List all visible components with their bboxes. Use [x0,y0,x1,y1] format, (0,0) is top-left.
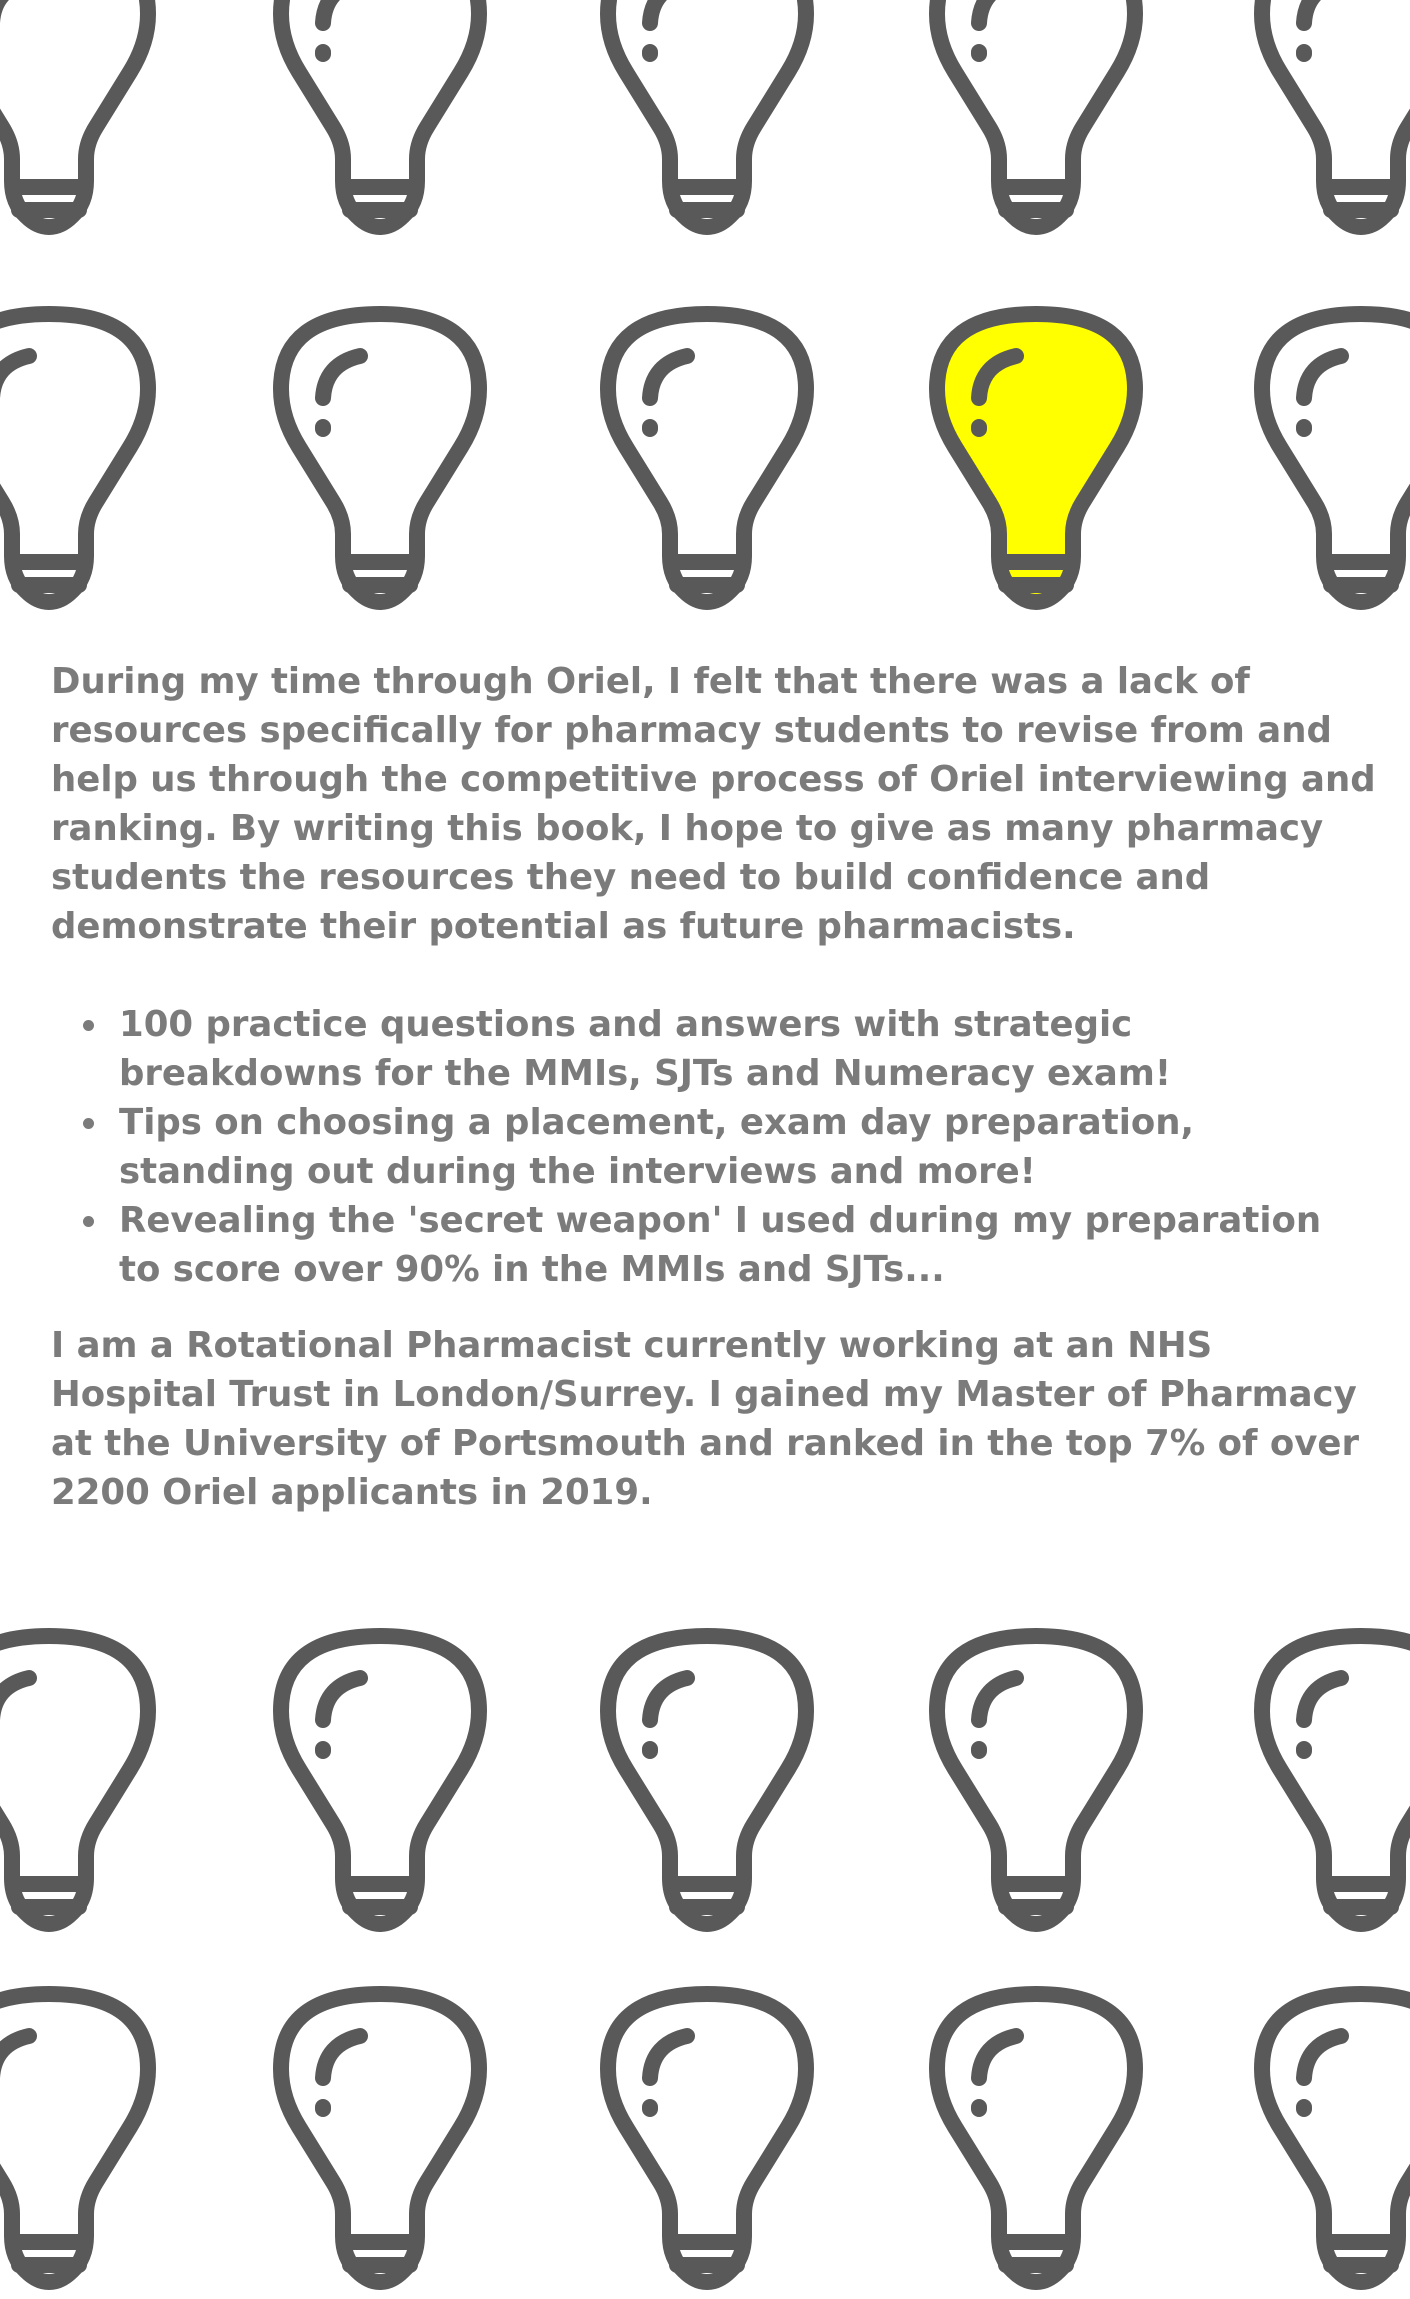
lightbulb-icon [1254,306,1410,619]
lightbulb-icon [929,1986,1142,2299]
lightbulb-icon [1254,1986,1410,2299]
list-item-text: Tips on choosing a placement, exam day preparation, standing out during the interviews and more! [119,1102,1195,1192]
lightbulb-lit-icon [929,306,1142,619]
lightbulb-icon [0,1986,155,2299]
list-item-text: 100 practice questions and answers with strategic breakdowns for the MMIs, SJTs and Numeracy exam! [119,1004,1172,1094]
list-item-text: Revealing the 'secret weapon' I used during my preparation to score over 90% in the MMIs and SJTs... [119,1200,1322,1290]
lightbulb-icon [0,0,155,244]
lightbulb-icon [929,0,1142,244]
feature-list [51,1000,1371,1294]
bullet-icon [83,1020,94,1031]
lightbulb-icon [929,1628,1142,1941]
bullet-icon [83,1216,94,1227]
bullet-icon [83,1118,94,1129]
lightbulb-icon [273,1986,486,2299]
lightbulb-icon [600,306,813,619]
lightbulb-icon [0,306,155,619]
list-item [51,1000,1371,1098]
lightbulb-icon [273,1628,486,1941]
author-bio [51,1321,1381,1517]
list-item [51,1098,1371,1196]
lightbulb-icon [600,1628,813,1941]
lightbulb-icon [273,0,486,244]
lightbulb-icon [600,0,813,244]
lightbulb-icon [600,1986,813,2299]
lightbulb-icon [0,1628,155,1941]
author-bio-text: I am a Rotational Pharmacist currently working at an NHS Hospital Trust in London/Surrey. I gained my Master of Pharmacy at the University of Portsmouth and ranked in the top 7% of over 2200 Oriel applicants in 2019. [51,1325,1359,1513]
intro-paragraph [51,657,1381,951]
list-item [51,1196,1371,1294]
intro-text: During my time through Oriel, I felt that there was a lack of resources specifically for pharmacy students to revise from and help us through the competitive process of Oriel interviewing and ranking. By writing this book, I hope to give as many pharmacy students the resources they need to build confidence and demonstrate their potential as future pharmacists. [51,661,1376,947]
lightbulb-icon [1254,0,1410,244]
lightbulb-icon [273,306,486,619]
lightbulb-icon [1254,1628,1410,1941]
